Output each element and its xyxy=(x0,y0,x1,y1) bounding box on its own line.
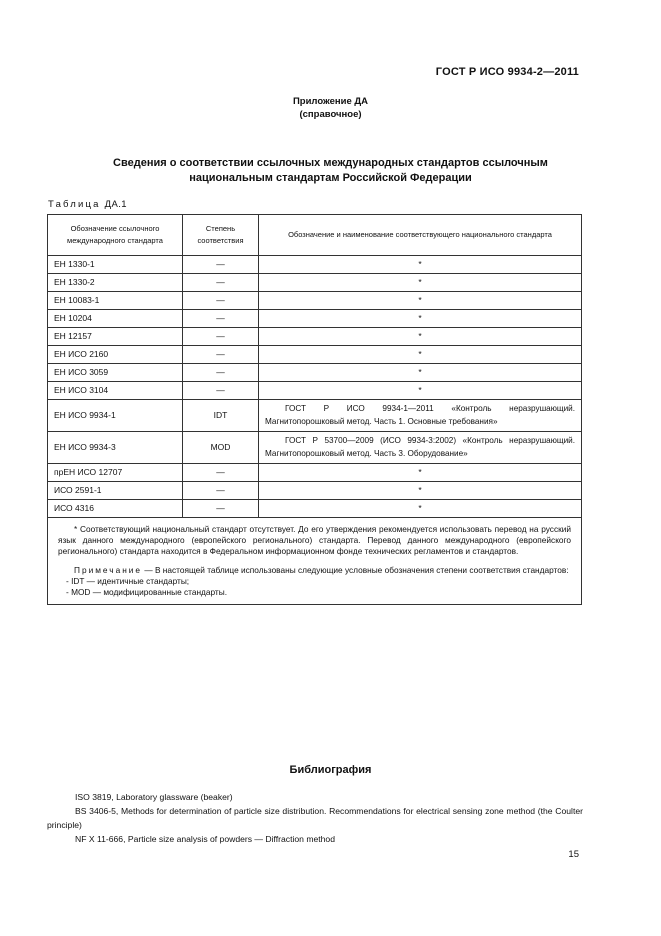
cell-reference: ЕН ИСО 3059 xyxy=(48,364,183,382)
section-title-line-2: национальным стандартам Российской Федерации xyxy=(189,172,472,184)
table-row xyxy=(48,500,582,518)
cell-degree: — xyxy=(183,500,259,518)
table-row xyxy=(48,346,582,364)
cell-reference: прЕН ИСО 12707 xyxy=(48,464,183,482)
annex-title: Приложение ДА xyxy=(292,96,369,107)
cell-national: * xyxy=(259,464,582,482)
cell-national: * xyxy=(259,274,582,292)
cell-reference: ЕН 1330-2 xyxy=(48,274,183,292)
annex-subtitle: (справочное) xyxy=(299,109,362,120)
cell-national: * xyxy=(259,500,582,518)
cell-reference: ЕН 10204 xyxy=(48,310,183,328)
cell-national: ГОСТ Р ИСО 9934-1—2011 «Контроль неразрушающий. Магнитопорошковый метод. Часть 1. Основные требования» xyxy=(259,400,582,432)
cell-degree: MOD xyxy=(183,432,259,464)
table-row xyxy=(48,328,582,346)
table-row xyxy=(48,310,582,328)
annex-heading xyxy=(0,95,661,121)
table-row xyxy=(48,292,582,310)
table-notes-cell xyxy=(48,518,582,605)
table-row xyxy=(48,464,582,482)
cell-national: * xyxy=(259,328,582,346)
page-number: 15 xyxy=(568,849,579,860)
note-item: - MOD — модифицированные стандарты. xyxy=(66,587,228,598)
cell-reference: ЕН ИСО 9934-3 xyxy=(48,432,183,464)
column-header-degree: Степень соответствия xyxy=(183,215,259,256)
section-title xyxy=(60,156,601,186)
bibliography-entry: BS 3406-5, Methods for determination of particle size distribution. Recommendations for electrical sensing zone method (the Coulter principle) xyxy=(47,806,583,830)
bibliography-title: Библиография xyxy=(289,764,372,776)
cell-national: ГОСТ Р 53700—2009 (ИСО 9934-3:2002) «Контроль неразрушающий. Магнитопорошковый метод. Часть 3. Оборудование» xyxy=(259,432,582,464)
note-label: Примечание xyxy=(74,564,143,575)
cell-reference: ЕН ИСО 3104 xyxy=(48,382,183,400)
cell-reference: ЕН 10083-1 xyxy=(48,292,183,310)
bibliography-entry: ISO 3819, Laboratory glassware (beaker) xyxy=(75,792,233,802)
table-row xyxy=(48,364,582,382)
cell-degree: — xyxy=(183,364,259,382)
table-header-row xyxy=(48,215,582,256)
cell-degree: — xyxy=(183,292,259,310)
bibliography-entry: NF X 11-666, Particle size analysis of powders — Diffraction method xyxy=(75,834,335,844)
table-row xyxy=(48,274,582,292)
cell-national: * xyxy=(259,310,582,328)
cell-reference: ИСО 4316 xyxy=(48,500,183,518)
table-label-word: Таблица xyxy=(48,199,101,210)
bibliography-list xyxy=(47,790,583,846)
table-note xyxy=(58,565,571,576)
note-item: - IDT — идентичные стандарты; xyxy=(66,575,190,586)
cell-national: * xyxy=(259,364,582,382)
table-row xyxy=(48,400,582,432)
table-row xyxy=(48,432,582,464)
cell-national: * xyxy=(259,292,582,310)
document-header-id: ГОСТ Р ИСО 9934-2—2011 xyxy=(435,66,579,78)
section-title-line-1: Сведения о соответствии ссылочных международных стандартов ссылочным xyxy=(113,157,548,169)
cell-degree: — xyxy=(183,328,259,346)
cell-degree: — xyxy=(183,346,259,364)
note-text: — В настоящей таблице использованы следующие условные обозначения степени соответствия стандартов: xyxy=(144,564,569,575)
cell-degree: — xyxy=(183,256,259,274)
cell-degree: IDT xyxy=(183,400,259,432)
cell-reference: ЕН ИСО 2160 xyxy=(48,346,183,364)
table-notes-row xyxy=(48,518,582,605)
cell-national: * xyxy=(259,482,582,500)
column-header-national: Обозначение и наименование соответствующего национального стандарта xyxy=(259,215,582,256)
cell-degree: — xyxy=(183,382,259,400)
cell-reference: ЕН ИСО 9934-1 xyxy=(48,400,183,432)
cell-national: * xyxy=(259,382,582,400)
cell-reference: ЕН 12157 xyxy=(48,328,183,346)
correspondence-table xyxy=(47,214,582,605)
cell-reference: ИСО 2591-1 xyxy=(48,482,183,500)
table-row xyxy=(48,256,582,274)
cell-national: * xyxy=(259,346,582,364)
table-row xyxy=(48,482,582,500)
cell-reference: ЕН 1330-1 xyxy=(48,256,183,274)
table-label xyxy=(48,199,127,210)
table-row xyxy=(48,382,582,400)
cell-degree: — xyxy=(183,464,259,482)
cell-degree: — xyxy=(183,274,259,292)
cell-national: * xyxy=(259,256,582,274)
column-header-reference: Обозначение ссылочного международного стандарта xyxy=(48,215,183,256)
cell-degree: — xyxy=(183,310,259,328)
cell-degree: — xyxy=(183,482,259,500)
table-footnote: * Соответствующий национальный стандарт отсутствует. До его утверждения рекомендуется использовать перевод на русский язык данного международного (европейского регионального) стандарта. Перевод данного международного (европейского регионального) стандарта находится в Федеральном информационном фонде технических регламентов и стандартов. xyxy=(58,524,571,557)
table-label-number: ДА.1 xyxy=(104,199,127,210)
